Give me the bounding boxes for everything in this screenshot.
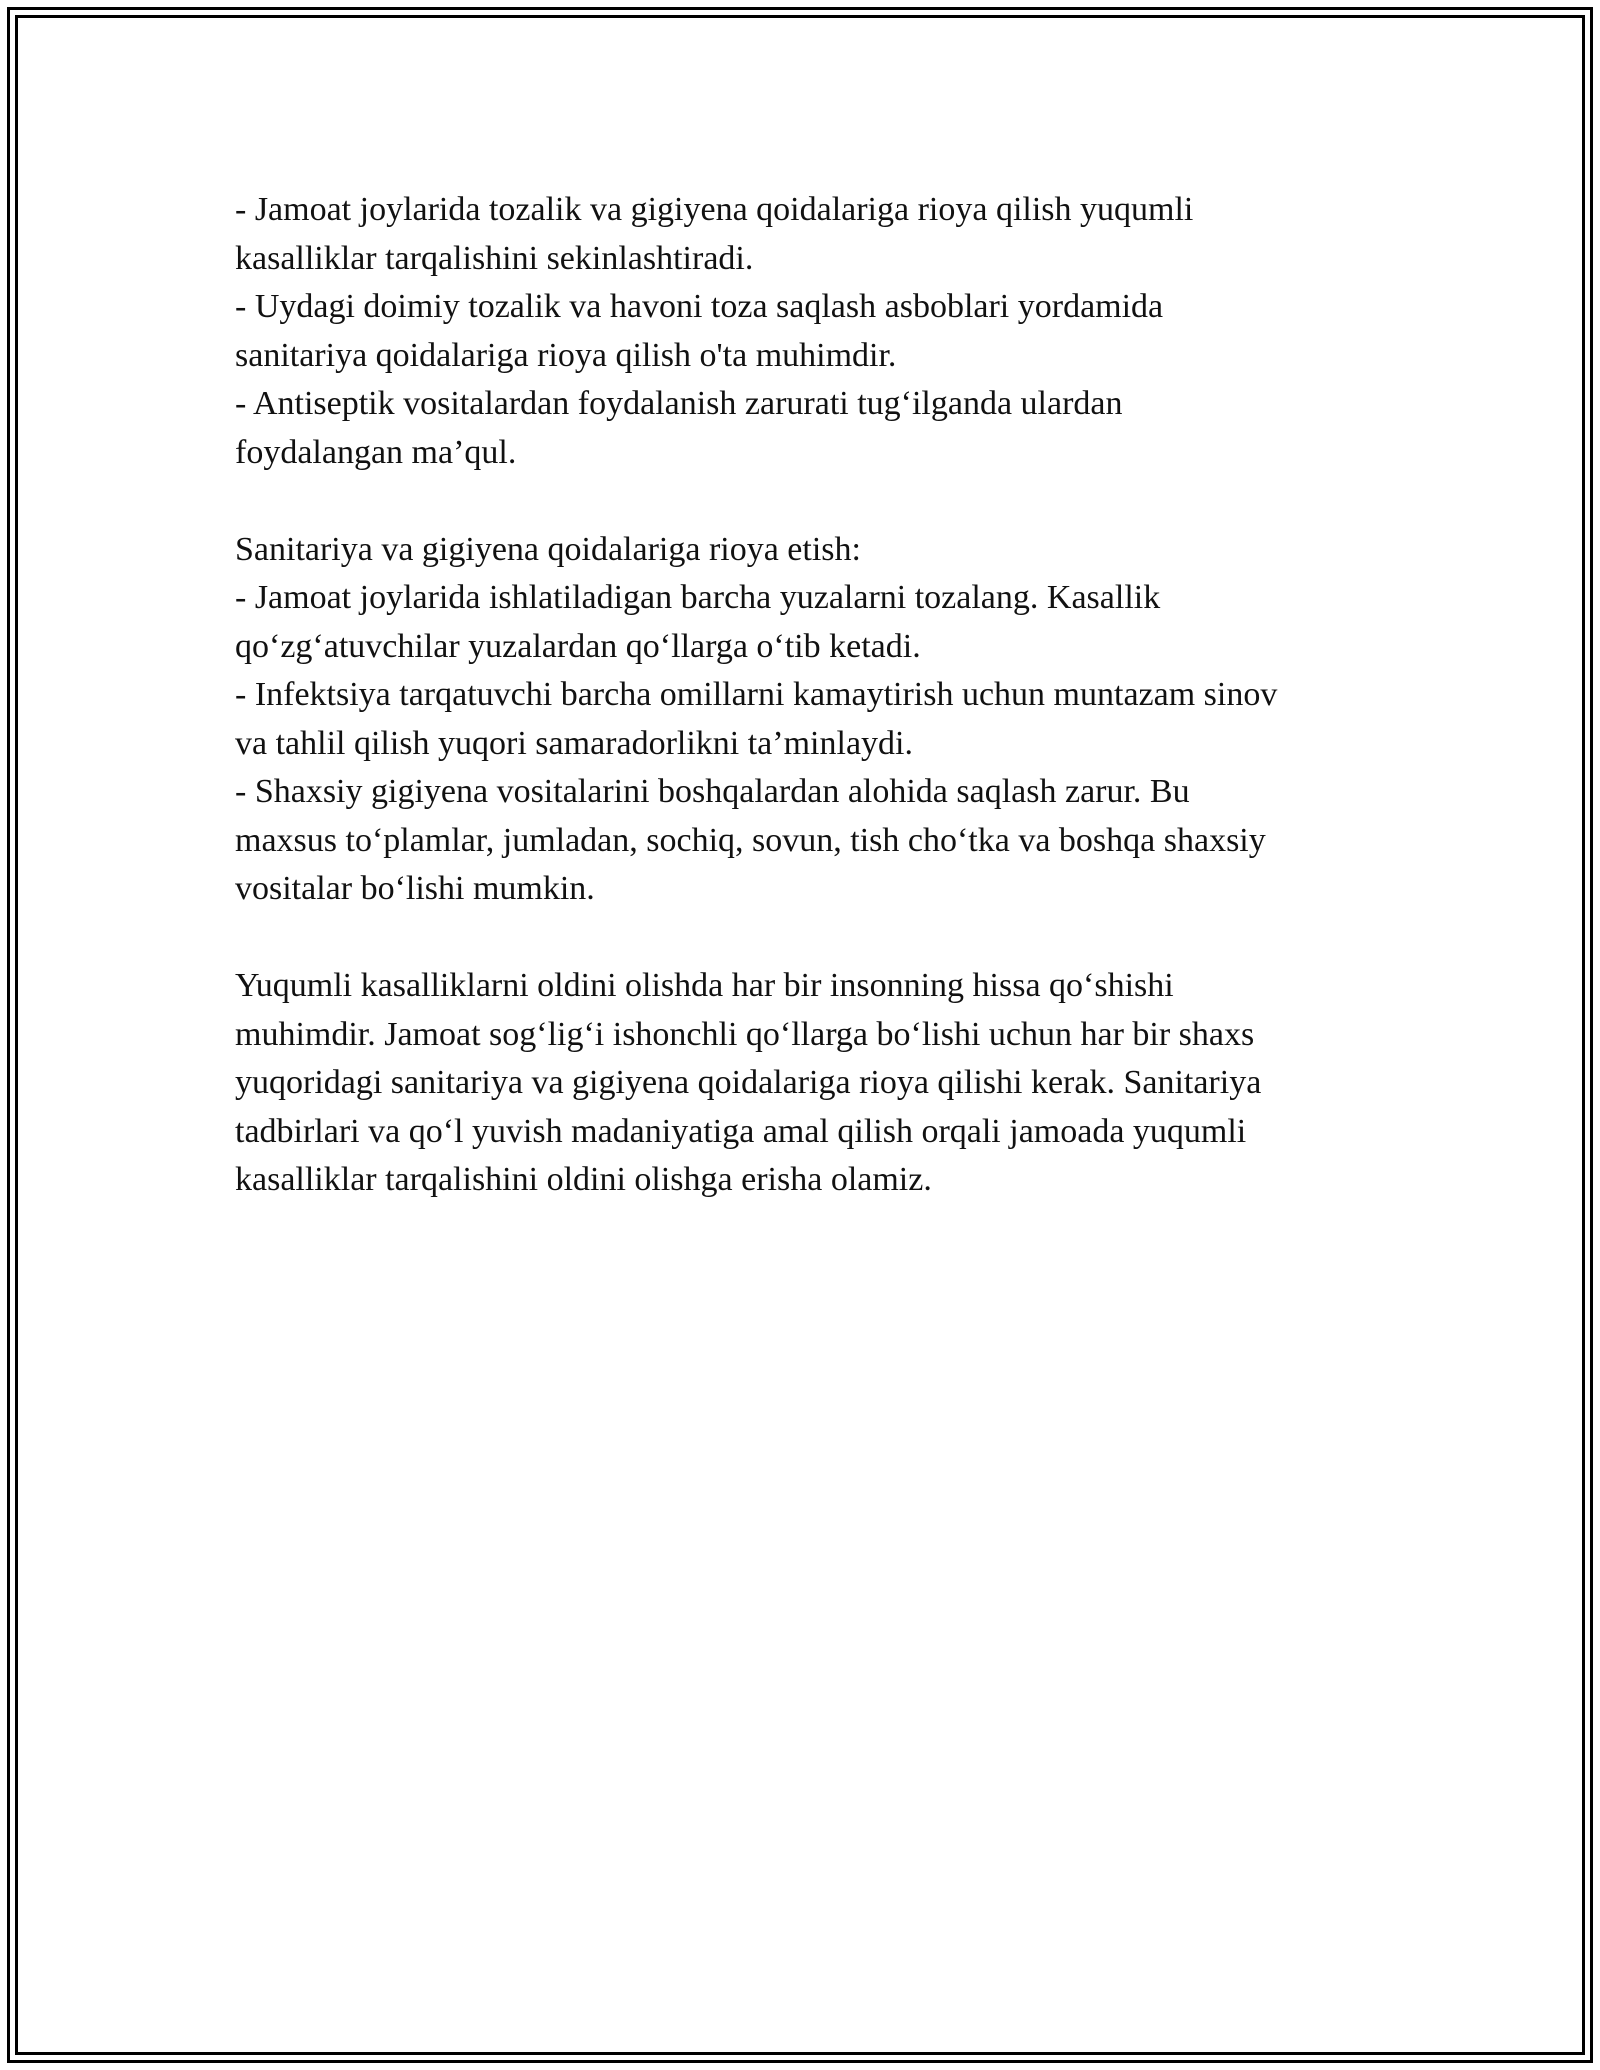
text-line: va tahlil qilish yuqori samaradorlikni ta’minlaydi.: [235, 724, 913, 762]
text-line: - Jamoat joylarida tozalik va gigiyena qoidalariga rioya qilish yuqumli: [235, 191, 1194, 228]
text-line: tadbirlari va qo‘l yuvish madaniyatiga amal qilish orqali jamoada yuqumli: [235, 1112, 1247, 1150]
text-line: - Infektsiya tarqatuvchi barcha omillarni kamaytirish uchun muntazam sinov: [235, 676, 1278, 713]
text-line: - Uydagi doimiy tozalik va havoni toza saqlash asboblari yordamida: [235, 288, 1164, 325]
paragraph-spacer: [235, 914, 1395, 963]
text-line: maxsus to‘plamlar, jumladan, sochiq, sovun, tish cho‘tka va boshqa shaxsiy: [235, 821, 1266, 859]
text-line: foydalangan ma’qul.: [235, 433, 517, 471]
paragraph-conclusion: [235, 962, 1395, 1205]
text-line: kasalliklar tarqalishini oldini olishga erisha olamiz.: [235, 1161, 932, 1198]
text-line: - Antiseptik vositalardan foydalanish zarurati tug‘ilganda ulardan: [235, 385, 1123, 422]
text-line: Sanitariya va gigiyena qoidalariga rioya etish:: [235, 530, 861, 568]
text-line: vositalar bo‘lishi mumkin.: [235, 870, 595, 907]
document-body: [235, 186, 1395, 1205]
text-line: - Jamoat joylarida ishlatiladigan barcha yuzalarni tozalang. Kasallik: [235, 579, 1161, 616]
text-line: qo‘zg‘atuvchilar yuzalardan qo‘llarga o‘tib ketadi.: [235, 627, 921, 665]
paragraph-spacer: [235, 477, 1395, 526]
text-line: Yuqumli kasalliklarni oldini olishda har bir insonning hissa qo‘shishi: [235, 967, 1174, 1004]
paragraph-hygiene-tips: [235, 186, 1395, 477]
paragraph-sanitary-rules: [235, 526, 1395, 914]
text-line: - Shaxsiy gigiyena vositalarini boshqalardan alohida saqlash zarur. Bu: [235, 773, 1190, 810]
text-line: sanitariya qoidalariga rioya qilish o'ta muhimdir.: [235, 336, 897, 374]
text-line: muhimdir. Jamoat sog‘lig‘i ishonchli qo‘llarga bo‘lishi uchun har bir shaxs: [235, 1015, 1255, 1053]
text-line: yuqoridagi sanitariya va gigiyena qoidalariga rioya qilishi kerak. Sanitariya: [235, 1064, 1262, 1101]
text-line: kasalliklar tarqalishini sekinlashtiradi.: [235, 239, 754, 277]
